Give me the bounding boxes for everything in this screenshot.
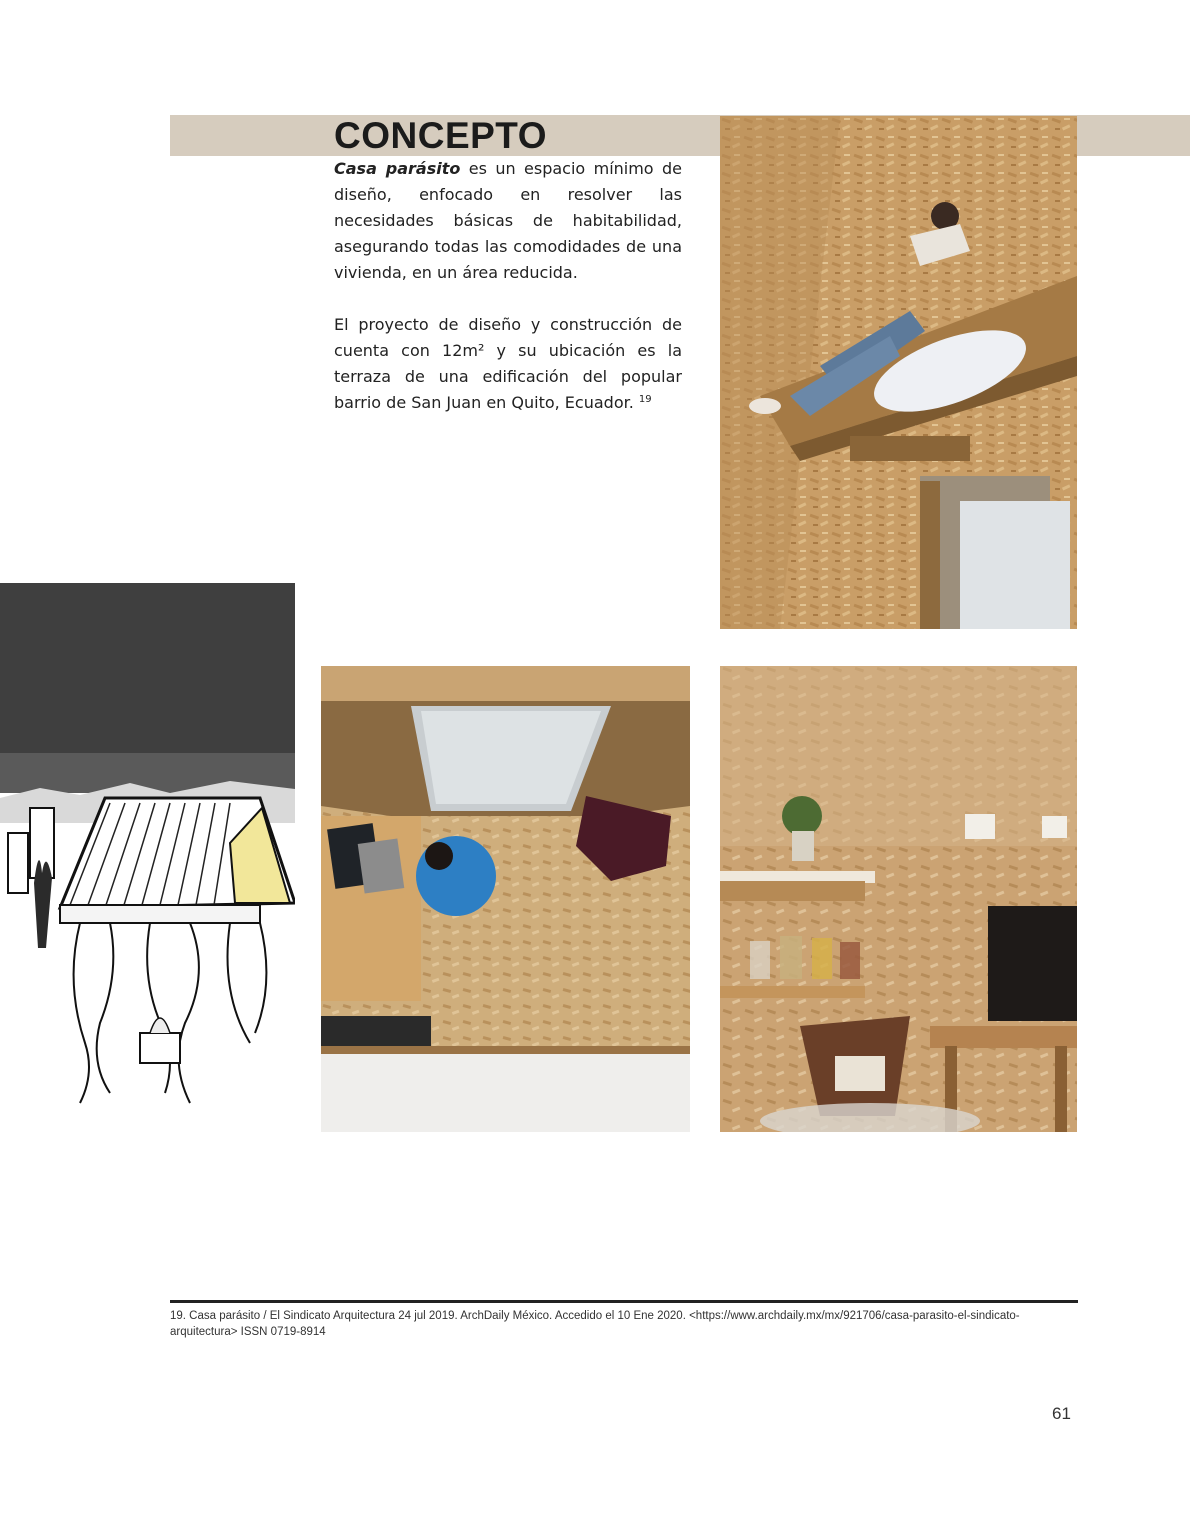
photo-overhead-desk xyxy=(321,666,690,1132)
paragraph-1-lead: Casa parásito xyxy=(334,159,461,178)
page-number: 61 xyxy=(1052,1404,1071,1423)
photo-interior-shelves xyxy=(720,666,1077,1132)
footnote-divider xyxy=(170,1300,1078,1303)
illustration-parasite-house xyxy=(0,583,295,1112)
paragraph-2 xyxy=(334,312,682,416)
concept-text xyxy=(334,156,682,442)
paragraph-2-text: El proyecto de diseño y construcción de cuenta con 12m² y su ubicación es la terraza de una edificación del popular barrio de San Juan en Quito, Ecuador. xyxy=(334,315,682,412)
paragraph-1 xyxy=(334,156,682,286)
footnote-ref: 19 xyxy=(638,394,652,405)
footnote: 19. Casa parásito / El Sindicato Arquitectura 24 jul 2019. ArchDaily México. Accedido el 10 Ene 2020. <https://www.archdaily.mx/mx/921706/casa-parasito-el-sindicato-arquitectura> ISSN 0719-8914 xyxy=(170,1310,1020,1338)
photo-loft-bed xyxy=(720,116,1077,629)
section-title: CONCEPTO xyxy=(334,115,548,156)
paragraph-1-text: es un espacio mínimo de diseño, enfocado en resolver las necesidades básicas de habitabilidad, asegurando todas las comodidades de una vivienda, en un área reducida. xyxy=(334,159,682,282)
